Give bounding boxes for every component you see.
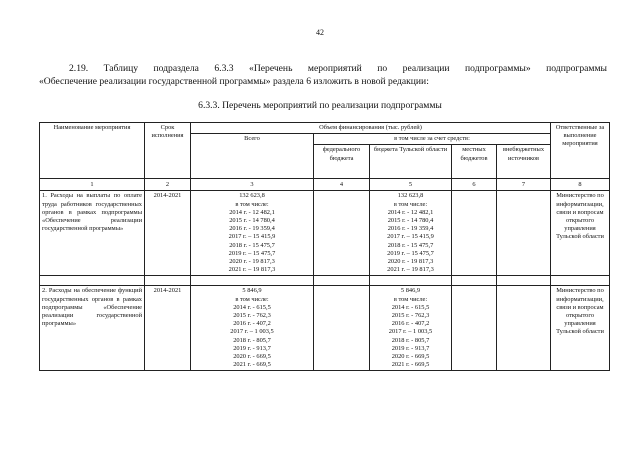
column-number: 1 xyxy=(40,179,145,191)
header-federal: федерального бюджета xyxy=(314,145,370,179)
measures-table xyxy=(39,122,610,371)
table-row xyxy=(40,286,610,371)
regional-breakdown: 5 846,9 в том числе: 2014 г. - 615,5 2015 г. - 762,3 2016 г. - 407,2 2017 г. – 1 003,5 2018 г. - 805,7 2019 г. - 913,7 2020 г. - 669,5 2021 г. - 669,5 xyxy=(370,286,452,371)
federal-value xyxy=(314,286,370,371)
column-number: 5 xyxy=(370,179,452,191)
extra-value xyxy=(497,286,551,371)
total-breakdown: 5 846,9 в том числе: 2014 г. - 615,5 2015 г. - 762,3 2016 г. - 407,2 2017 г. – 1 003,5 2018 г. - 805,7 2019 г. - 913,7 2020 г. - 669,5 2021 г. - 669,5 xyxy=(191,286,314,371)
responsible-org: Министерство по информатизации, связи и вопросам открытого управления Тульской области xyxy=(551,286,610,371)
header-local: местных бюджетов xyxy=(452,145,497,179)
page-number: 42 xyxy=(316,28,324,37)
federal-value xyxy=(314,191,370,276)
amendment-paragraph xyxy=(39,62,607,88)
header-funding: Объем финансирования (тыс. рублей) xyxy=(191,123,551,134)
row-spacer xyxy=(40,276,610,286)
local-value xyxy=(452,286,497,371)
header-name: Наименование мероприятия xyxy=(40,123,145,179)
extra-value xyxy=(497,191,551,276)
measure-term: 2014-2021 xyxy=(145,286,191,371)
column-number: 4 xyxy=(314,179,370,191)
column-number: 6 xyxy=(452,179,497,191)
responsible-org: Министерство по информатизации, связи и вопросам открытого управления Тульской области xyxy=(551,191,610,276)
header-extra: внебюджетных источников xyxy=(497,145,551,179)
header-total: Всего xyxy=(191,134,314,179)
header-regional: бюджета Тульской области xyxy=(370,145,452,179)
header-including: в том числе за счет средств: xyxy=(314,134,551,145)
column-number: 7 xyxy=(497,179,551,191)
column-numbers-row xyxy=(40,179,610,191)
table-row xyxy=(40,191,610,276)
column-number: 8 xyxy=(551,179,610,191)
header-responsible: Ответственные за выполнение мероприятия xyxy=(551,123,610,179)
total-breakdown: 132 623,8 в том числе: 2014 г. - 12 482,1 2015 г. - 14 780,4 2016 г. - 19 359,4 2017 г. – 15 415,9 2018 г. - 15 475,7 2019 г. – 15 475,7 2020 г. - 19 817,3 2021 г. – 19 817,3 xyxy=(191,191,314,276)
column-number: 2 xyxy=(145,179,191,191)
measure-name: 1. Расходы на выплаты по оплате труда работников государственных органов в рамках подпрограммы «Обеспечение реализации государственной программы» xyxy=(40,191,145,276)
paragraph-line-1: 2.19. Таблицу подраздела 6.3.3 «Перечень мероприятий по реализации подпрограммы» подпрограммы xyxy=(69,63,607,74)
measure-name: 2. Расходы на обеспечение функций государственных органов в рамках подпрограммы «Обеспечение реализации государственной программы» xyxy=(40,286,145,371)
section-title: 6.3.3. Перечень мероприятий по реализации подпрограммы xyxy=(198,100,442,111)
column-number: 3 xyxy=(191,179,314,191)
measure-term: 2014-2021 xyxy=(145,191,191,276)
header-term: Срок исполнения xyxy=(145,123,191,179)
local-value xyxy=(452,191,497,276)
paragraph-line-2: «Обеспечение реализации государственной программы» раздела 6 изложить в новой редакции: xyxy=(39,76,429,87)
regional-breakdown: 132 623,8 в том числе: 2014 г. - 12 482,1 2015 г. - 14 780,4 2016 г. - 19 359,4 2017 г. – 15 415,9 2018 г. - 15 475,7 2019 г. – 15 475,7 2020 г. - 19 817,3 2021 г. – 19 817,3 xyxy=(370,191,452,276)
